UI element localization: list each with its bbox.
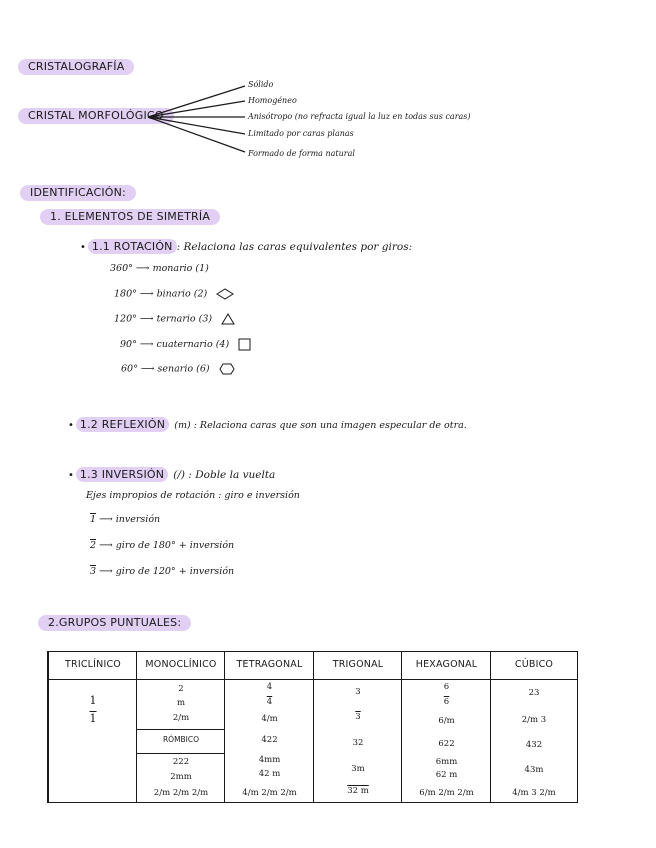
inversion-symbol: 2: [90, 540, 97, 551]
inversion-item: 2 ⟶ giro de 180° + inversión: [90, 540, 235, 551]
branch-flat-faces: Limitado por caras planas: [248, 129, 354, 138]
rotation-row: 120° ⟶ ternario (3): [114, 313, 235, 325]
reflection-label: 1.2 REFLEXIÓN: [76, 417, 169, 432]
table-cell: 4/m 3 2/m: [512, 788, 556, 798]
rotation-degree: 60°: [121, 363, 138, 375]
table-cell: 3m: [351, 764, 365, 774]
groups-heading: 2.GRUPOS PUNTUALES:: [38, 615, 191, 631]
table-cell: 422: [261, 735, 278, 745]
improper-axes: Ejes impropios de rotación : giro e inversión: [86, 490, 300, 501]
table-cell-symbol: 32 m: [347, 786, 369, 796]
rotation-name: senario (6): [157, 363, 210, 375]
rotation-desc: : Relaciona las caras equivalentes por giros:: [176, 241, 413, 253]
inversion-item: 1 ⟶ inversión: [90, 514, 161, 525]
table-cell: [225, 697, 314, 707]
col-header: TETRAGONAL: [236, 659, 303, 670]
branch-solid: Sólido: [248, 80, 274, 89]
col-triclinic: [48, 652, 137, 802]
table-cell-symbol: 4: [266, 697, 273, 707]
table-cell: 42 m: [258, 769, 281, 779]
table-cell: 3: [355, 687, 361, 697]
diamond-icon: [216, 288, 234, 300]
inversion-text: giro de 180° + inversión: [115, 540, 235, 551]
table-cell: 62 m: [435, 770, 458, 780]
rotation-row: 360° ⟶ monario (1): [110, 263, 209, 274]
col-hexagonal: [401, 652, 491, 802]
table-cell: 222: [172, 757, 190, 767]
table-cell: 6: [443, 682, 450, 692]
branch-anisotropic: Anisótropo (no refracta igual la luz en todas sus caras): [248, 112, 471, 121]
inversion-label: 1.3 INVERSIÓN: [76, 467, 168, 482]
table-cell-symbol: 6: [443, 697, 450, 707]
rotation-name: cuaternario (4): [156, 339, 230, 350]
rotation-line: • 1.1 ROTACIÓN : Relaciona las caras equivalentes por giros:: [80, 240, 413, 253]
table-cell: [49, 712, 137, 725]
table-cell: [402, 697, 491, 707]
table-cell: 23: [528, 688, 540, 698]
inversion-item: 3 ⟶ giro de 120° + inversión: [90, 566, 235, 577]
col-tetragonal: [224, 652, 314, 802]
inversion-text: giro de 120° + inversión: [115, 566, 235, 577]
table-cell: 1: [89, 694, 97, 707]
rotation-degree: 120°: [114, 313, 137, 325]
col-header: TRIGONAL: [332, 659, 384, 670]
square-icon: [238, 338, 251, 351]
table-cell: 2mm: [170, 772, 192, 782]
table-cell-symbol: 1: [89, 712, 97, 725]
table-cell: 6/m: [438, 716, 455, 726]
table-cell: 2/m 3: [521, 715, 547, 725]
inversion-symbol: 3: [90, 566, 97, 577]
table-cell: 6mm: [435, 757, 458, 767]
rotation-row: 60° ⟶ senario (6): [121, 363, 235, 375]
triangle-icon: [221, 313, 235, 325]
rotation-name: monario (1): [152, 263, 209, 274]
table-cell: 2/m 2/m 2/m: [153, 788, 209, 798]
rotation-degree: 180°: [114, 288, 137, 300]
rotation-name: binario (2): [156, 288, 208, 300]
inversion-desc: (/) : Doble la vuelta: [173, 469, 276, 481]
morph-label: CRISTAL MORFOLÓGICO: [18, 108, 174, 124]
reflection-line: • 1.2 REFLEXIÓN (m) : Relaciona caras que son una imagen especular de otra.: [68, 418, 467, 431]
col-header: MONOCLÍNICO: [145, 659, 217, 670]
rotation-row: 180° ⟶ binario (2): [114, 288, 234, 300]
table-cell: 4/m: [261, 714, 278, 724]
reflection-desc: (m) : Relaciona caras que son una imagen especular de otra.: [174, 420, 467, 431]
branch-lines: [140, 78, 255, 163]
table-cell: 2/m: [172, 713, 190, 723]
rombic-label: RÓMBICO: [162, 735, 200, 744]
rombic-divider-top: [137, 729, 225, 730]
table-cell: 2: [178, 684, 184, 694]
rotation-label: 1.1 ROTACIÓN: [88, 239, 177, 254]
symmetry-heading: 1. ELEMENTOS DE SIMETRÍA: [40, 209, 220, 225]
col-header: CÚBICO: [514, 659, 554, 670]
rotation-name: ternario (3): [156, 313, 213, 325]
table-cell: 4: [266, 682, 273, 692]
table-cell: 4mm: [258, 755, 281, 765]
table-cell: 32: [352, 738, 364, 748]
col-header: TRICLÍNICO: [65, 659, 121, 670]
identification-heading: IDENTIFICACIÓN:: [20, 185, 136, 201]
rotation-row: 90° ⟶ cuaternario (4): [120, 338, 251, 351]
table-cell-symbol: 3: [355, 712, 361, 722]
table-cell: m: [176, 698, 186, 708]
col-monoclinic: [136, 652, 225, 802]
page-title: CRISTALOGRAFÍA: [18, 59, 134, 75]
table-cell: 622: [438, 739, 455, 749]
table-cell: 6/m 2/m 2/m: [419, 788, 474, 798]
branch-natural: Formado de forma natural: [248, 149, 355, 158]
inversion-line: • 1.3 INVERSIÓN (/) : Doble la vuelta: [68, 468, 276, 481]
rombic-divider-bottom: [137, 753, 225, 754]
col-trigonal: [313, 652, 402, 802]
table-cell: [314, 786, 402, 796]
rotation-degree: 90°: [120, 339, 137, 350]
table-cell: 43m: [524, 765, 544, 775]
point-groups-table: [47, 651, 578, 803]
inversion-text: inversión: [115, 514, 161, 525]
hexagon-icon: [219, 363, 235, 375]
rotation-degree: 360°: [110, 263, 133, 274]
table-cell: 4/m 2/m 2/m: [242, 788, 297, 798]
col-header: HEXAGONAL: [415, 659, 478, 670]
col-cubic: [490, 652, 577, 802]
inversion-symbol: 1: [90, 514, 97, 525]
table-cell: 432: [525, 740, 543, 750]
branch-homogeneous: Homogéneo: [248, 96, 297, 105]
table-cell: [314, 712, 402, 722]
